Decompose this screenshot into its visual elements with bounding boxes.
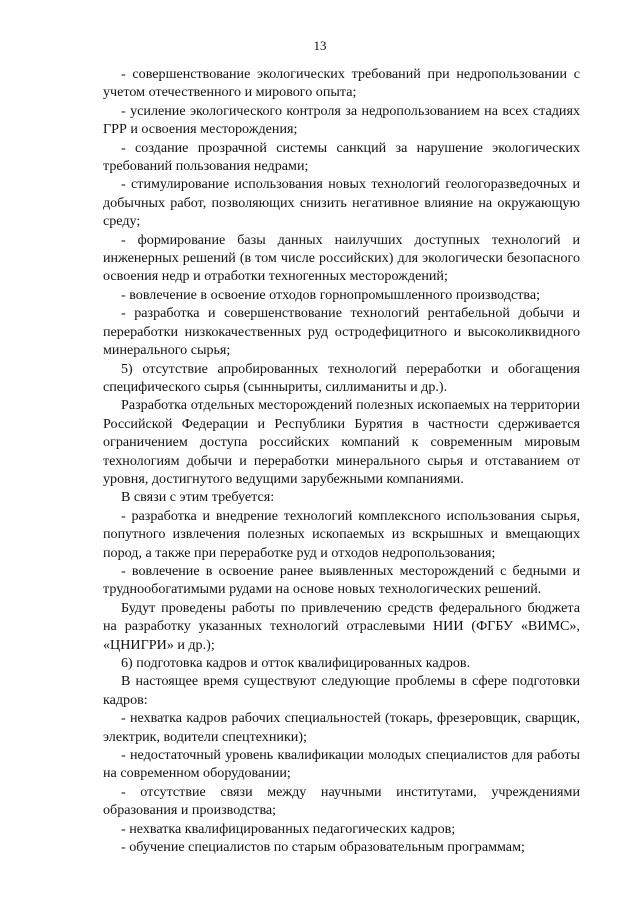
paragraph: - вовлечение в освоение ранее выявленных месторождений с бедными и труднообогатимыми рудами на основе новых технологических решений. bbox=[103, 562, 580, 598]
paragraph: 5) отсутствие апробированных технологий переработки и обогащения специфического сырья (сынныриты, силлиманиты и др.). bbox=[103, 360, 580, 395]
paragraph: - разработка и совершенствование технологий рентабельной добычи и переработки низкокачественных руд остродефицитного и высоколиквидного минерального сырья; bbox=[103, 305, 580, 359]
paragraph: Будут проведены работы по привлечению средств федерального бюджета на разработку указанных технологий отраслевыми НИИ (ФГБУ «ВИМС», «ЦНИГРИ» и др.); bbox=[103, 599, 580, 653]
paragraph: - усиление экологического контроля за недропользованием на всех стадиях ГРР и освоения месторождения; bbox=[103, 102, 580, 138]
paragraph: В настоящее время существуют следующие проблемы в сфере подготовки кадров: bbox=[103, 673, 580, 708]
paragraph: - обучение специалистов по старым образовательным программам; bbox=[121, 839, 525, 856]
page-body bbox=[103, 65, 580, 856]
paragraph: - разработка и внедрение технологий комплексного использования сырья, попутного извлечения полезных ископаемых из вскрышных и вмещающих пород, а также при переработке руд и отходов недропользования; bbox=[103, 507, 580, 561]
paragraph: - недостаточный уровень квалификации молодых специалистов для работы на современном оборудовании; bbox=[103, 747, 580, 782]
paragraph: - нехватка кадров рабочих специальностей (токарь, фрезеровщик, сварщик, электрик, водители спецтехники); bbox=[103, 710, 580, 745]
paragraph: - совершенствование экологических требований при недропользовании с учетом отечественного и мирового опыта; bbox=[103, 66, 580, 101]
paragraph: - нехватка квалифицированных педагогических кадров; bbox=[121, 820, 456, 837]
paragraph: В связи с этим требуется: bbox=[121, 489, 275, 506]
paragraph: - стимулирование использования новых технологий геологоразведочных и добычных работ, позволяющих снизить негативное влияние на окружающую среду; bbox=[103, 176, 580, 230]
paragraph: Разработка отдельных месторождений полезных ископаемых на территории Российской Федерации и Республики Бурятия в частности сдерживается ограничением доступа российских компаний к современным мировым технологиям добычи и переработки минерального сырья и отставанием от уровня, достигнутого ведущими зарубежными компаниями. bbox=[103, 397, 580, 487]
page-number: 13 bbox=[313, 38, 327, 53]
paragraph: - вовлечение в освоение отходов горнопромышленного производства; bbox=[121, 286, 541, 303]
paragraph: - создание прозрачной системы санкций за нарушение экологических требований пользования недрами; bbox=[103, 139, 580, 175]
paragraph: - отсутствие связи между научными институтами, учреждениями образования и производства; bbox=[103, 783, 580, 819]
paragraph: 6) подготовка кадров и отток квалифицированных кадров. bbox=[121, 655, 471, 671]
paragraph: - формирование базы данных наилучших доступных технологий и инженерных решений (в том числе российских) для экологически безопасного освоения недр и отработки техногенных месторождений; bbox=[103, 231, 580, 285]
